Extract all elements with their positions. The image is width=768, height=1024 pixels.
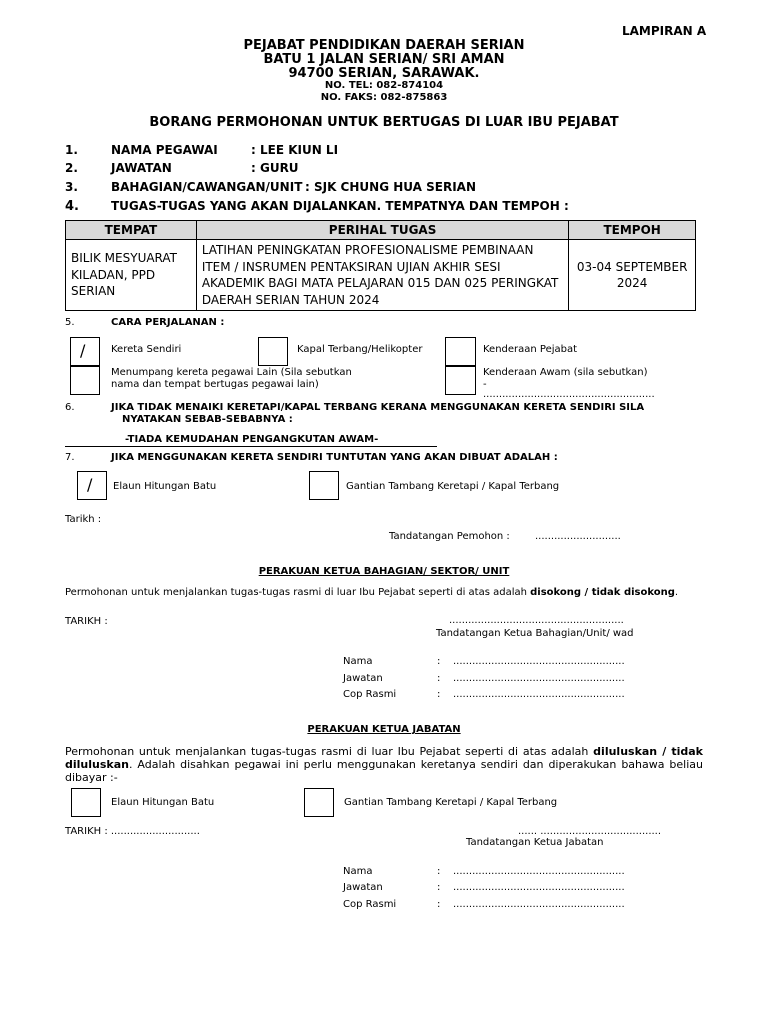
- field-input-jawatan[interactable]: ......................................................: [453, 882, 625, 893]
- section5-label: CARA PERJALANAN :: [111, 317, 225, 328]
- checkbox-gantian-tambang-jabatan[interactable]: [304, 788, 334, 817]
- field-label-nama: Nama: [343, 866, 373, 877]
- checkbox-gantian-tambang[interactable]: [309, 471, 339, 500]
- item-number: 2.: [65, 161, 78, 175]
- field-input-cop-rasmi[interactable]: ......................................................: [453, 689, 625, 700]
- option-elaun-hitungan-batu: Elaun Hitungan Batu: [113, 481, 217, 492]
- option-kenderaan-awam-dash: -: [483, 379, 487, 390]
- field-label-cop-rasmi: Cop Rasmi: [343, 689, 397, 700]
- item-value-nama: : LEE KIUN LI: [251, 143, 339, 157]
- option-gantian-tambang: Gantian Tambang Keretapi / Kapal Terbang: [346, 481, 560, 492]
- ketua-jabatan-signature-field[interactable]: ...... ......................................: [518, 826, 662, 837]
- item-value-bahagian: : SJK CHUNG HUA SERIAN: [305, 180, 476, 194]
- option-menumpang-line1: Menumpang kereta pegawai Lain (Sila sebutkan: [111, 367, 352, 378]
- field-input-nama[interactable]: ......................................................: [453, 656, 625, 667]
- option-kenderaan-pejabat: Kenderaan Pejabat: [483, 344, 578, 355]
- section-number: 5.: [65, 317, 75, 328]
- option-menumpang-line2: nama dan tempat bertugas pegawai lain): [111, 379, 319, 390]
- checkbox-kapal-terbang[interactable]: [258, 337, 288, 366]
- option-gantian-tambang: Gantian Tambang Keretapi / Kapal Terbang: [344, 797, 558, 808]
- applicant-signature-label: Tandatangan Pemohon :: [389, 531, 510, 542]
- field-label-nama: Nama: [343, 656, 373, 667]
- checkbox-elaun-hitungan-batu-jabatan[interactable]: [71, 788, 101, 817]
- item-number: 3.: [65, 180, 78, 194]
- tick-mark-icon: /: [87, 475, 93, 494]
- table-row: [66, 240, 696, 311]
- duty-table: [65, 220, 696, 311]
- item-label-bahagian: BAHAGIAN/CAWANGAN/UNIT: [111, 180, 303, 194]
- field-colon: :: [437, 656, 441, 667]
- perakuan-text-end: . Adalah disahkan pegawai ini perlu menggunakan keretanya sendiri dan diperakukan bahawa beliau dibayar :-: [65, 758, 703, 784]
- perakuan-bahagian-title: PERAKUAN KETUA BAHAGIAN/ SEKTOR/ UNIT: [258, 566, 510, 577]
- item-label-nama: NAMA PEGAWAI: [111, 143, 218, 157]
- field-input-cop-rasmi[interactable]: ......................................................: [453, 899, 625, 910]
- checkbox-kenderaan-pejabat[interactable]: [445, 337, 476, 366]
- perakuan-decision: diluluskan / tidak diluluskan: [65, 745, 703, 771]
- lampiran-label: LAMPIRAN A: [622, 24, 707, 38]
- checkbox-menumpang[interactable]: [70, 366, 100, 395]
- cell-tempat: BILIK MESYUARAT KILADAN, PPD SERIAN: [66, 240, 197, 311]
- tick-mark-icon: /: [80, 341, 86, 360]
- ketua-bahagian-signature-label: Tandatangan Ketua Bahagian/Unit/ wad: [436, 628, 634, 639]
- tarikh-label: Tarikh :: [65, 514, 102, 525]
- table-header-row: [66, 221, 696, 240]
- applicant-signature-field[interactable]: ...........................: [535, 531, 621, 542]
- office-tel: NO. TEL: 082-874104: [324, 80, 444, 91]
- item-value-jawatan: : GURU: [251, 161, 299, 175]
- perakuan-text-end: .: [674, 587, 679, 598]
- option-elaun-hitungan-batu: Elaun Hitungan Batu: [111, 797, 215, 808]
- perakuan-decision: disokong / tidak disokong: [530, 587, 675, 598]
- field-colon: :: [437, 882, 441, 893]
- section7-label: JIKA MENGGUNAKAN KERETA SENDIRI TUNTUTAN YANG AKAN DIBUAT ADALAH :: [111, 452, 558, 463]
- tarikh-label: TARIKH :: [65, 616, 108, 627]
- cell-perihal: LATIHAN PENINGKATAN PROFESIONALISME PEMBINAAN ITEM / INSRUMEN PENTAKSIRAN UJIAN AKHIR SESI AKADEMIK BAGI MATA PELAJARAN 015 DAN 025 PERINGKAT DAERAH SERIAN TAHUN 2024: [196, 240, 569, 311]
- office-address-line2: 94700 SERIAN, SARAWAK.: [288, 66, 480, 81]
- section6-line1: JIKA TIDAK MENAIKI KERETAPI/KAPAL TERBANG KERANA MENGGUNAKAN KERETA SENDIRI SILA: [111, 402, 645, 413]
- field-colon: :: [437, 689, 441, 700]
- section-number: 7.: [65, 452, 75, 463]
- item-label-jawatan: JAWATAN: [111, 161, 172, 175]
- perakuan-text: Permohonan untuk menjalankan tugas-tugas rasmi di luar Ibu Pejabat seperti di atas adalah: [65, 745, 594, 758]
- item-number: 4.: [65, 199, 79, 214]
- perakuan-jabatan-text: [65, 745, 703, 784]
- section-number: 6.: [65, 402, 75, 413]
- perakuan-text: Permohonan untuk menjalankan tugas-tugas rasmi di luar Ibu Pejabat seperti di atas adalah: [65, 587, 531, 598]
- option-kenderaan-awam: Kenderaan Awam (sila sebutkan): [483, 367, 648, 378]
- field-colon: :: [437, 899, 441, 910]
- option-kereta-sendiri: Kereta Sendiri: [111, 344, 182, 355]
- form-title: BORANG PERMOHONAN UNTUK BERTUGAS DI LUAR IBU PEJABAT: [149, 115, 619, 130]
- office-name: PEJABAT PENDIDIKAN DAERAH SERIAN: [243, 38, 525, 53]
- field-colon: :: [437, 866, 441, 877]
- section6-answer: -TIADA KEMUDAHAN PENGANGKUTAN AWAM-: [125, 434, 379, 445]
- column-header-perihal: PERIHAL TUGAS: [196, 221, 569, 240]
- tarikh-field[interactable]: TARIKH : ............................: [65, 826, 200, 837]
- office-address-line1: BATU 1 JALAN SERIAN/ SRI AMAN: [263, 52, 505, 67]
- checkbox-kenderaan-awam[interactable]: [445, 366, 476, 395]
- answer-underline: [65, 446, 437, 447]
- item-label-tugas: TUGAS-TUGAS YANG AKAN DIJALANKAN. TEMPATNYA DAN TEMPOH :: [111, 199, 569, 213]
- option-kapal-terbang: Kapal Terbang/Helikopter: [297, 344, 423, 355]
- office-fax: NO. FAKS: 082-875863: [320, 92, 448, 103]
- checkbox-elaun-hitungan-batu[interactable]: [77, 471, 107, 500]
- field-label-jawatan: Jawatan: [343, 673, 383, 684]
- field-label-cop-rasmi: Cop Rasmi: [343, 899, 397, 910]
- option-kenderaan-awam-dots: ......................................................: [483, 389, 655, 400]
- ketua-bahagian-signature-field[interactable]: .......................................................: [449, 615, 624, 626]
- field-colon: :: [437, 673, 441, 684]
- item-number: 1.: [65, 143, 78, 157]
- field-label-jawatan: Jawatan: [343, 882, 383, 893]
- cell-tempoh: 03-04 SEPTEMBER 2024: [569, 240, 696, 311]
- field-input-jawatan[interactable]: ......................................................: [453, 673, 625, 684]
- section6-line2: NYATAKAN SEBAB-SEBABNYA :: [122, 414, 293, 425]
- perakuan-jabatan-title: PERAKUAN KETUA JABATAN: [307, 724, 461, 735]
- ketua-jabatan-signature-label: Tandatangan Ketua Jabatan: [466, 837, 604, 848]
- field-input-nama[interactable]: ......................................................: [453, 866, 625, 877]
- perakuan-bahagian-text: [65, 587, 678, 598]
- column-header-tempoh: TEMPOH: [569, 221, 696, 240]
- checkbox-kereta-sendiri[interactable]: [70, 337, 100, 366]
- column-header-tempat: TEMPAT: [66, 221, 197, 240]
